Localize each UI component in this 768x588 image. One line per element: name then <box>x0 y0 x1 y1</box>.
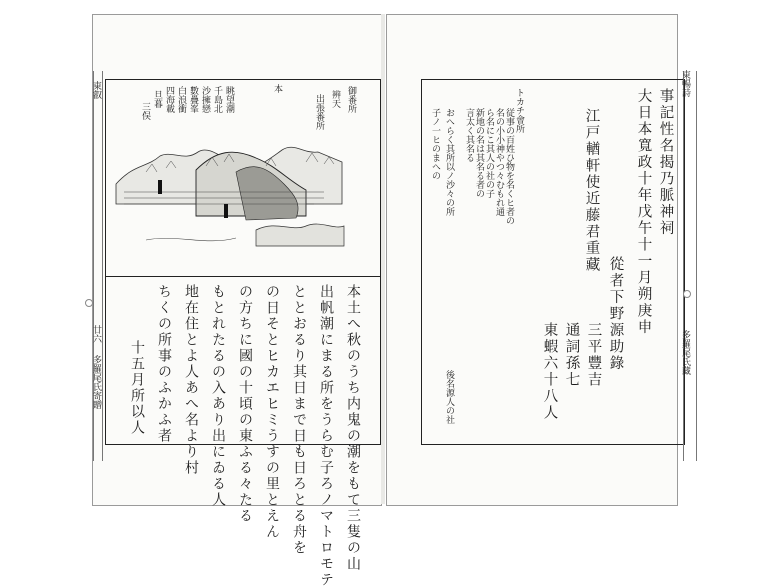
right-note-column-2: 従事の百姓ひ物を名くヒ者の <box>504 108 514 225</box>
right-binding-hole <box>683 290 691 298</box>
author-column: 江戸輶軒使近藤君重藏 <box>583 108 600 273</box>
header-column-1: 事記性名揭乃脈神祠 <box>657 88 674 237</box>
left-margin-header: 東叡 <box>91 81 101 99</box>
illustration-caption-goban: 御番所 <box>346 86 356 113</box>
left-note-column-3: ととおるり其日まで日も日ろとる舟を <box>291 284 307 556</box>
binding-hole <box>85 299 93 307</box>
left-page-frame <box>105 79 381 588</box>
right-note-column-5: 新地の名は其名る者の <box>474 108 484 198</box>
illustration-divider <box>106 276 380 277</box>
left-note-column-7: 地在住とよ人あへ名より村 <box>183 284 199 476</box>
poem-column-4: 數疊峯 <box>188 86 198 113</box>
poem-column-2: 千島北 <box>212 86 222 113</box>
poem-column-5: 白浪衝 <box>176 86 186 113</box>
attendant-column: 從者下野源助錄 <box>607 256 624 372</box>
left-page <box>91 14 382 588</box>
left-note-column-8: ちくの所事のふかふ者 <box>156 284 172 444</box>
signature-column-1: 三平豐吉 <box>585 322 602 388</box>
left-note-column-1: 本土へ秋のうち内鬼の潮をもて三隻の山 <box>345 284 361 572</box>
signature-column-2: 通詞孫七 <box>563 322 580 388</box>
left-fold-number: 廿六 <box>91 325 101 343</box>
right-trailing-note: 後名源人の社 <box>444 370 454 424</box>
right-margin-strip <box>683 71 697 461</box>
poem-column-3: 沙擁戀 <box>200 86 210 113</box>
left-note-column-2: 出帆潮にまる所をうらむ子ろノマトロモテ <box>318 284 334 588</box>
left-note-column-9: 十五月所以人 <box>129 340 145 436</box>
right-note-column-8: 子ノ一ヒのまへの <box>430 108 440 180</box>
header-column-2: 大日本寬政十年戊午十一月朔庚申 <box>635 88 652 336</box>
right-note-column-1: トカチ會所 <box>514 88 524 133</box>
illustration-caption-benten: 辨天 <box>330 90 340 108</box>
right-fold-lower: 多羅尾氏藏 <box>680 330 690 375</box>
right-note-column-6: 言太く其名る <box>464 108 474 162</box>
right-margin-header: 東暢詩 <box>680 70 690 97</box>
signature-column-3: 東蝦六十八人 <box>541 322 558 421</box>
right-note-column-4: ら名にこ其人の社の子 <box>484 108 494 198</box>
left-note-column-4: の日そとヒカエヒミうすの里とえん <box>264 284 280 540</box>
left-note-column-5: の方ちに國の十頃の東ふる々たる <box>237 284 253 524</box>
illustration-caption-hon: 本 <box>272 84 282 93</box>
right-note-column-3: 名の小小神やつ々むもれ通 <box>494 108 504 216</box>
left-fold-lower: 多羅尾氏寄贈 <box>91 355 101 409</box>
book-gutter <box>381 14 385 504</box>
illustration-caption-bansho: 出張番所 <box>314 94 324 130</box>
poem-column-1: 眺望潮 <box>224 86 234 113</box>
right-page-frame <box>421 79 685 445</box>
poem-column-6: 四海載 <box>164 86 174 113</box>
right-page <box>386 14 678 506</box>
poem-column-8: 三俣 <box>140 102 150 120</box>
left-note-column-6: もとれたるの入あり出にゐる人 <box>210 284 226 508</box>
right-note-column-7: おへらく其所以ノ沙々の所 <box>444 108 454 216</box>
poem-column-7: 旦暮 <box>152 90 162 108</box>
